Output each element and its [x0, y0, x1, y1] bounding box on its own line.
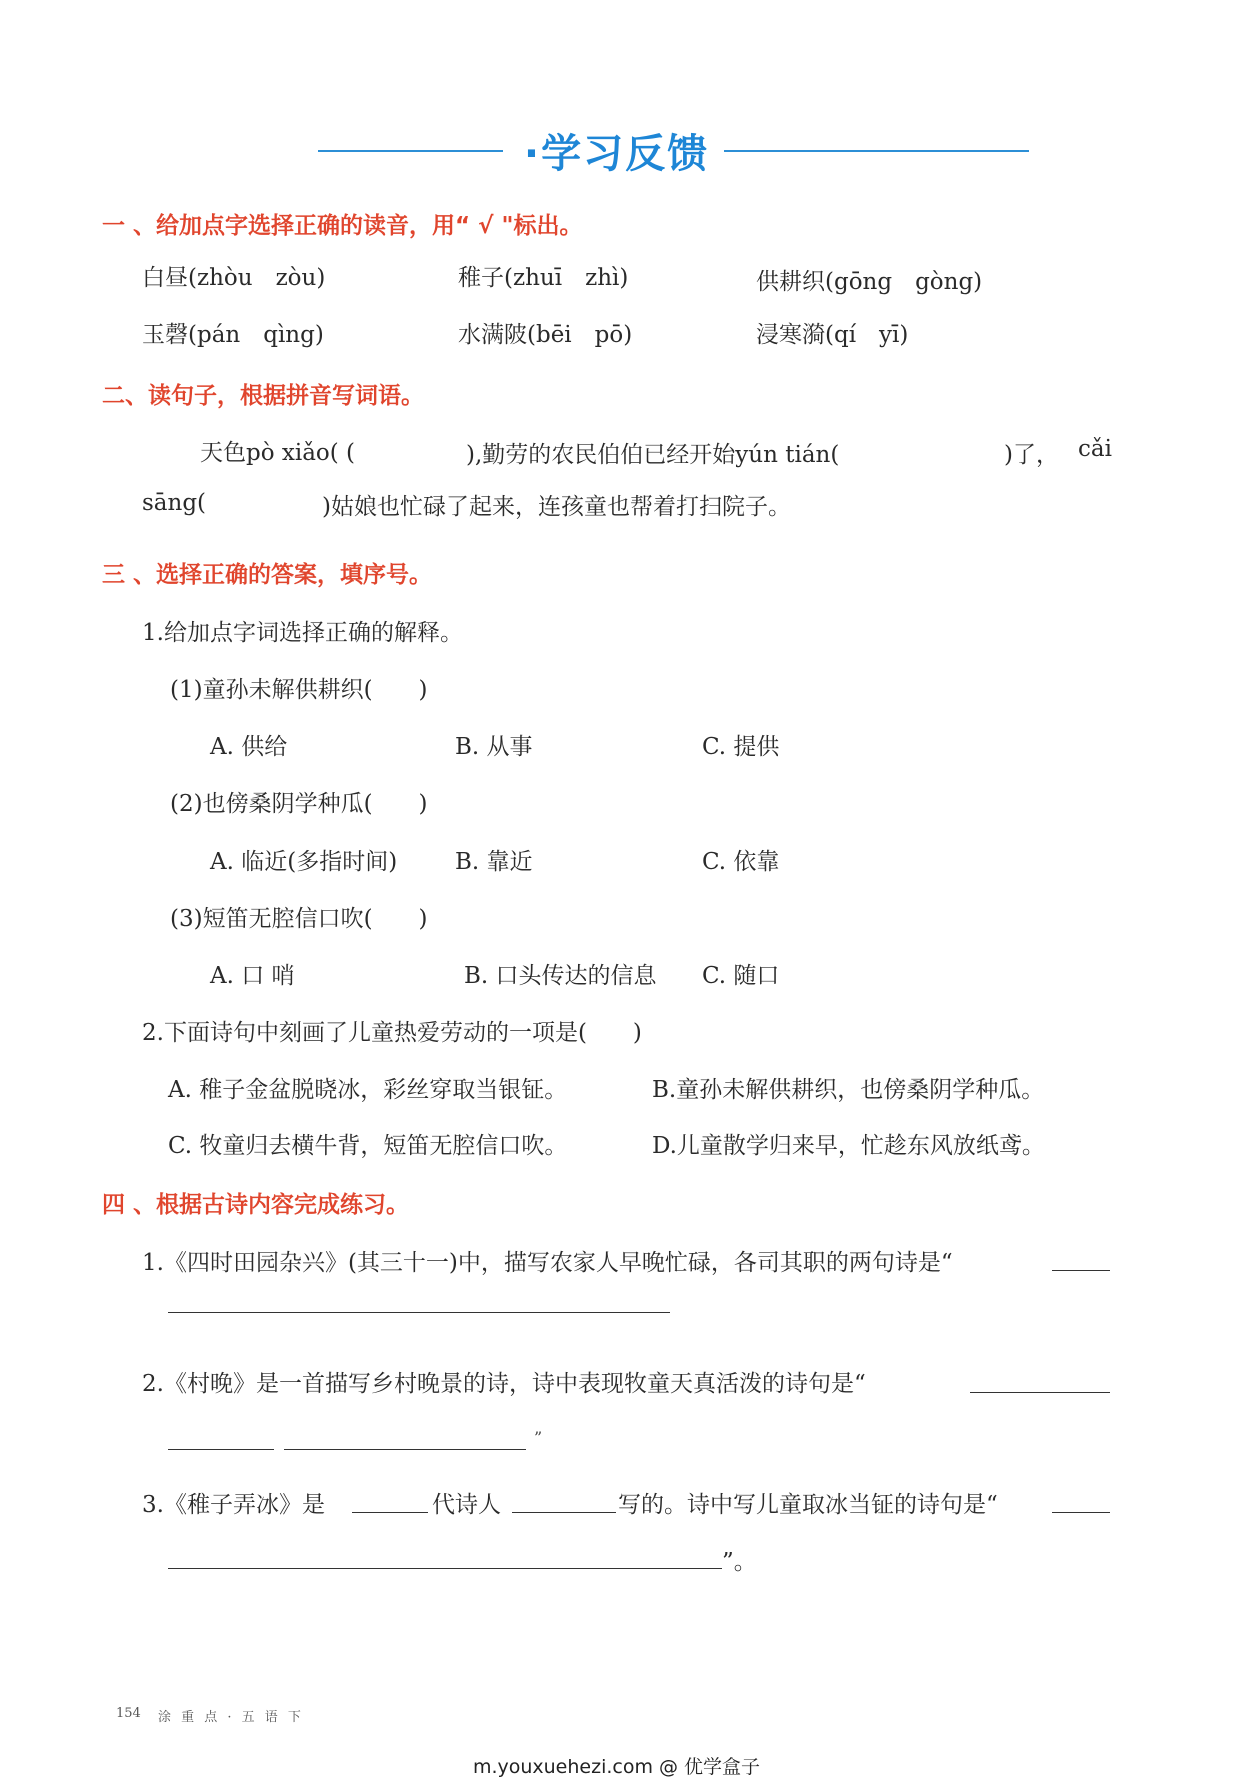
pinyin-item: 浸寒漪(qí yī): [756, 322, 909, 348]
answer-blank[interactable]: [352, 1512, 428, 1513]
closing-quote: ”。: [722, 1549, 757, 1575]
option: A. 供给: [210, 734, 288, 760]
sub-question: (2)也傍桑阴学种瓜( ): [170, 791, 428, 817]
page-title: ·学习反馈: [523, 131, 710, 177]
sentence-part: cǎi: [1078, 436, 1112, 462]
question-text: 3.《稚子弄冰》是: [142, 1492, 325, 1518]
section-3-heading: 三 、选择正确的答案，填序号。: [102, 562, 433, 588]
question-text: 代诗人: [432, 1492, 501, 1518]
sentence-part: )姑娘也忙碌了起来，连孩童也帮着打扫院子。: [322, 494, 791, 520]
option: A. 临近(多指时间): [210, 849, 398, 875]
question-text: 1.给加点字词选择正确的解释。: [142, 620, 463, 646]
closing-quote: ”: [534, 1428, 543, 1447]
page-number: 154: [116, 1706, 141, 1721]
option: A. 稚子金盆脱晓冰，彩丝穿取当银钲。: [168, 1077, 568, 1103]
pinyin-item: 白昼(zhòu zòu): [142, 265, 326, 291]
option: B. 从事: [455, 734, 533, 760]
answer-blank[interactable]: [970, 1392, 1110, 1393]
option: D.儿童散学归来早，忙趁东风放纸鸢。: [652, 1133, 1045, 1159]
section-1-heading: 一 、给加点字选择正确的读音，用“ √ "标出。: [102, 213, 583, 239]
answer-blank[interactable]: [1052, 1270, 1110, 1271]
sub-question: (3)短笛无腔信口吹( ): [170, 906, 428, 932]
pinyin-item: 玉磬(pán qìng): [142, 322, 324, 348]
pinyin-item: 供耕织(gōng gòng): [756, 269, 983, 295]
answer-blank[interactable]: [1052, 1512, 1110, 1513]
answer-blank[interactable]: [512, 1512, 616, 1513]
section-4-heading: 四 、根据古诗内容完成练习。: [102, 1192, 410, 1218]
sentence-part: ),勤劳的农民伯伯已经开始yún tián(: [466, 442, 840, 468]
pinyin-item: 稚子(zhuī zhì): [458, 265, 629, 291]
option: B. 口头传达的信息: [464, 963, 657, 989]
sentence-part: 天色pò xiǎo( (: [200, 440, 356, 466]
option: B. 靠近: [455, 849, 533, 875]
answer-blank[interactable]: [168, 1312, 670, 1313]
answer-blank[interactable]: [168, 1568, 722, 1569]
option: C. 随口: [702, 963, 780, 989]
pinyin-item: 水满陂(bēi pō): [458, 322, 633, 348]
question-text: 写的。诗中写儿童取冰当钲的诗句是“: [618, 1492, 998, 1518]
question-text: 1.《四时田园杂兴》(其三十一)中，描写农家人早晚忙碌，各司其职的两句诗是“: [142, 1250, 953, 1276]
sentence-part: sāng(: [142, 490, 207, 516]
option: C. 依靠: [702, 849, 780, 875]
sub-question: (1)童孙未解供耕织( ): [170, 677, 428, 703]
option: A. 口 哨: [210, 963, 295, 989]
book-title: 涂 重 点 · 五 语 下: [158, 1710, 304, 1725]
question-text: 2.下面诗句中刻画了儿童热爱劳动的一项是( ): [142, 1020, 642, 1046]
answer-blank[interactable]: [168, 1449, 274, 1450]
section-2-heading: 二、读句子，根据拼音写词语。: [102, 383, 424, 409]
watermark: m.youxuehezi.com @ 优学盒子: [472, 1756, 761, 1778]
sentence-part: )了，: [1004, 442, 1059, 468]
option: B.童孙未解供耕织，也傍桑阴学种瓜。: [652, 1077, 1045, 1103]
option: C. 牧童归去横牛背，短笛无腔信口吹。: [168, 1133, 568, 1159]
question-text: 2.《村晚》是一首描写乡村晚景的诗，诗中表现牧童天真活泼的诗句是“: [142, 1371, 866, 1397]
option: C. 提供: [702, 734, 780, 760]
answer-blank[interactable]: [284, 1449, 526, 1450]
